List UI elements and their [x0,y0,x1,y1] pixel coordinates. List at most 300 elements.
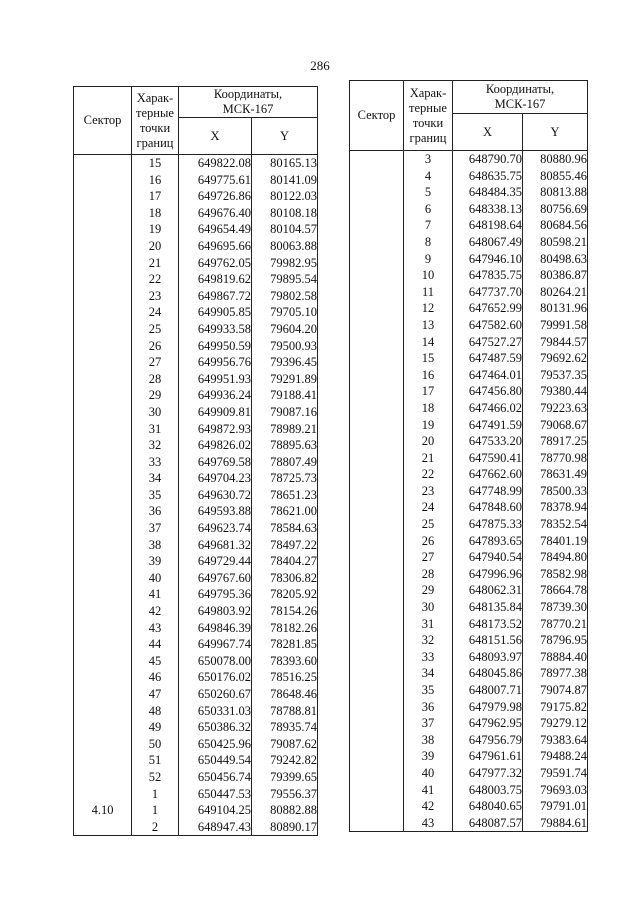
y-coordinate-cell: 80264.21 [523,284,588,301]
x-coordinate-cell: 647961.61 [453,748,523,765]
sector-cell [74,221,132,238]
x-coordinate-cell: 647848.60 [453,499,523,516]
point-number-cell: 39 [132,553,179,570]
x-coordinate-cell: 647977.32 [453,765,523,782]
y-coordinate-cell: 79844.57 [523,334,588,351]
x-coordinate-cell: 647962.95 [453,715,523,732]
x-coordinate-cell: 647533.20 [453,433,523,450]
sector-cell [74,603,132,620]
x-coordinate-cell: 648338.13 [453,201,523,218]
y-coordinate-cell: 79537.35 [523,367,588,384]
table-row [74,819,318,836]
table-row [350,300,588,317]
table-row [350,732,588,749]
point-number-cell: 10 [404,267,453,284]
y-coordinate-cell: 79802.58 [252,288,318,305]
x-coordinate-cell: 647996.96 [453,566,523,583]
point-number-cell: 45 [132,653,179,670]
sector-cell [350,417,404,434]
sector-cell [74,404,132,421]
sector-cell [74,354,132,371]
point-number-cell: 28 [404,566,453,583]
point-number-cell: 15 [404,350,453,367]
x-coordinate-cell: 647893.65 [453,533,523,550]
table-row [74,786,318,803]
point-number-cell: 42 [132,603,179,620]
y-header: Y [523,114,588,151]
x-coordinate-cell: 650425.96 [179,736,252,753]
table-row [350,267,588,284]
x-coordinate-cell: 647590.41 [453,450,523,467]
sector-cell [350,533,404,550]
y-coordinate-cell: 80386.87 [523,267,588,284]
point-number-cell: 31 [132,421,179,438]
x-coordinate-cell: 647940.54 [453,549,523,566]
table-row [74,653,318,670]
y-coordinate-cell: 79556.37 [252,786,318,803]
point-number-cell: 24 [132,304,179,321]
sector-cell [350,765,404,782]
table-row [74,271,318,288]
table-row [350,450,588,467]
sector-cell [350,466,404,483]
point-number-cell: 17 [404,383,453,400]
y-coordinate-cell: 78796.95 [523,632,588,649]
sector-cell [350,317,404,334]
table-row [350,367,588,384]
y-coordinate-cell: 79895.54 [252,271,318,288]
point-number-cell: 19 [132,221,179,238]
point-number-cell: 34 [404,665,453,682]
y-coordinate-cell: 79604.20 [252,321,318,338]
table-row [350,251,588,268]
y-coordinate-cell: 78497.22 [252,537,318,554]
y-coordinate-cell: 79692.62 [523,350,588,367]
table-row [350,699,588,716]
sector-cell [350,499,404,516]
x-coordinate-cell: 647487.59 [453,350,523,367]
y-coordinate-cell: 79705.10 [252,304,318,321]
sector-cell [74,271,132,288]
table-row [350,682,588,699]
point-number-cell: 22 [404,466,453,483]
y-coordinate-cell: 79791.01 [523,798,588,815]
point-number-cell: 26 [132,338,179,355]
point-number-cell: 20 [404,433,453,450]
y-coordinate-cell: 79500.93 [252,338,318,355]
sector-cell [350,798,404,815]
y-coordinate-cell: 80141.09 [252,172,318,189]
y-coordinate-cell: 79074.87 [523,682,588,699]
sector-cell [74,570,132,587]
sector-cell [350,665,404,682]
y-coordinate-cell: 78977.38 [523,665,588,682]
table-row [350,533,588,550]
table-row [74,205,318,222]
y-coordinate-cell: 79380.44 [523,383,588,400]
point-number-cell: 27 [404,549,453,566]
sector-cell [74,736,132,753]
table-row [74,503,318,520]
point-number-cell: 35 [132,487,179,504]
point-number-cell: 42 [404,798,453,815]
table-row [350,400,588,417]
point-number-cell: 37 [404,715,453,732]
y-coordinate-cell: 80855.46 [523,168,588,185]
table-row [74,603,318,620]
y-coordinate-cell: 78917.25 [523,433,588,450]
x-coordinate-cell: 650447.53 [179,786,252,803]
table-row [350,234,588,251]
sector-cell [350,251,404,268]
x-coordinate-cell: 647946.10 [453,251,523,268]
y-coordinate-cell: 78631.49 [523,466,588,483]
y-coordinate-cell: 78378.94 [523,499,588,516]
sector-cell [74,503,132,520]
y-coordinate-cell: 78895.63 [252,437,318,454]
point-number-cell: 3 [404,151,453,168]
sector-cell [350,267,404,284]
y-coordinate-cell: 79591.74 [523,765,588,782]
coordinates-header: Координаты, МСК-167 [179,87,318,118]
table-row [350,317,588,334]
x-coordinate-cell: 649956.76 [179,354,252,371]
boundary-points-header: Харак- терные точки границ [404,81,453,151]
table-row [350,417,588,434]
x-coordinate-cell: 649676.40 [179,205,252,222]
x-coordinate-cell: 648198.64 [453,217,523,234]
x-coordinate-cell: 649767.60 [179,570,252,587]
table-row [74,669,318,686]
x-coordinate-cell: 649967.74 [179,636,252,653]
point-number-cell: 43 [132,620,179,637]
point-number-cell: 32 [404,632,453,649]
table-row [74,802,318,819]
table-row [350,383,588,400]
table-row [350,499,588,516]
point-number-cell: 11 [404,284,453,301]
sector-cell [74,669,132,686]
point-number-cell: 12 [404,300,453,317]
y-coordinate-cell: 78725.73 [252,470,318,487]
x-coordinate-cell: 648790.70 [453,151,523,168]
coordinates-table-left [73,86,318,836]
point-number-cell: 6 [404,201,453,218]
table-row [74,255,318,272]
y-coordinate-cell: 80882.88 [252,802,318,819]
sector-cell [350,284,404,301]
x-coordinate-cell: 647956.79 [453,732,523,749]
table-row [74,404,318,421]
point-number-cell: 37 [132,520,179,537]
sector-cell [74,338,132,355]
y-coordinate-cell: 78584.63 [252,520,318,537]
table-row [74,520,318,537]
table-row [350,217,588,234]
point-number-cell: 22 [132,271,179,288]
x-coordinate-cell: 647979.98 [453,699,523,716]
y-coordinate-cell: 79223.63 [523,400,588,417]
table-body-right [350,151,588,832]
sector-cell [74,819,132,836]
table-row [74,155,318,172]
x-coordinate-cell: 648067.49 [453,234,523,251]
point-number-cell: 33 [404,649,453,666]
y-coordinate-cell: 78582.98 [523,566,588,583]
table-row [350,566,588,583]
point-number-cell: 41 [132,586,179,603]
x-coordinate-cell: 647835.75 [453,267,523,284]
point-number-cell: 26 [404,533,453,550]
table-row [74,188,318,205]
table-row [350,798,588,815]
x-coordinate-cell: 649769.58 [179,454,252,471]
point-number-cell: 48 [132,703,179,720]
x-coordinate-cell: 649630.72 [179,487,252,504]
point-number-cell: 52 [132,769,179,786]
sector-cell [74,636,132,653]
x-coordinate-cell: 648045.86 [453,665,523,682]
y-coordinate-cell: 79488.24 [523,748,588,765]
point-number-cell: 27 [132,354,179,371]
sector-cell [74,786,132,803]
coordinates-table-right [349,80,588,832]
y-coordinate-cell: 78281.85 [252,636,318,653]
x-coordinate-cell: 647652.99 [453,300,523,317]
table-row [74,769,318,786]
x-coordinate-cell: 649795.36 [179,586,252,603]
y-coordinate-cell: 79383.64 [523,732,588,749]
sector-cell [350,599,404,616]
point-number-cell: 41 [404,782,453,799]
y-coordinate-cell: 78884.40 [523,649,588,666]
sector-cell [350,549,404,566]
y-coordinate-cell: 78154.26 [252,603,318,620]
table-row [74,553,318,570]
sector-cell [74,769,132,786]
table-row [350,483,588,500]
x-coordinate-cell: 649775.61 [179,172,252,189]
table-row [74,321,318,338]
point-number-cell: 32 [132,437,179,454]
point-number-cell: 18 [404,400,453,417]
y-coordinate-cell: 79693.03 [523,782,588,799]
table-row [350,582,588,599]
y-coordinate-cell: 79188.41 [252,387,318,404]
x-coordinate-cell: 649867.72 [179,288,252,305]
sector-cell [74,703,132,720]
x-coordinate-cell: 649872.93 [179,421,252,438]
table-row [74,537,318,554]
x-coordinate-cell: 649822.08 [179,155,252,172]
x-coordinate-cell: 650078.00 [179,653,252,670]
sector-cell [74,387,132,404]
sector-cell [350,433,404,450]
table-row [74,703,318,720]
x-coordinate-cell: 647527.27 [453,334,523,351]
table-row [350,466,588,483]
x-coordinate-cell: 649950.59 [179,338,252,355]
page-number: 286 [310,58,330,73]
y-coordinate-cell: 80880.96 [523,151,588,168]
table-row [74,586,318,603]
x-coordinate-cell: 648135.84 [453,599,523,616]
y-coordinate-cell: 78989.21 [252,421,318,438]
sector-cell [350,616,404,633]
sector-cell [350,782,404,799]
x-coordinate-cell: 647875.33 [453,516,523,533]
table-row [350,168,588,185]
x-coordinate-cell: 649695.66 [179,238,252,255]
x-coordinate-cell: 648062.31 [453,582,523,599]
table-row [74,454,318,471]
table-row [350,184,588,201]
x-coordinate-cell: 649104.25 [179,802,252,819]
sector-cell [350,732,404,749]
table-row [74,221,318,238]
table-body-left [74,155,318,836]
y-coordinate-cell: 79399.65 [252,769,318,786]
x-coordinate-cell: 648093.97 [453,649,523,666]
table-row [350,350,588,367]
table-row [350,649,588,666]
point-number-cell: 49 [132,719,179,736]
y-coordinate-cell: 79982.95 [252,255,318,272]
table-row [74,304,318,321]
y-coordinate-cell: 80684.56 [523,217,588,234]
x-coordinate-cell: 647491.59 [453,417,523,434]
table-row [350,334,588,351]
point-number-cell: 8 [404,234,453,251]
point-number-cell: 5 [404,184,453,201]
y-coordinate-cell: 78621.00 [252,503,318,520]
table-row [74,421,318,438]
x-coordinate-cell: 648087.57 [453,815,523,832]
y-coordinate-cell: 79279.12 [523,715,588,732]
sector-cell [350,748,404,765]
point-number-cell: 23 [404,483,453,500]
point-number-cell: 24 [404,499,453,516]
point-number-cell: 40 [132,570,179,587]
sector-cell [74,719,132,736]
sector-cell [74,304,132,321]
y-coordinate-cell: 80104.57 [252,221,318,238]
sector-cell [350,682,404,699]
sector-cell [74,205,132,222]
sector-cell [74,686,132,703]
y-coordinate-cell: 78788.81 [252,703,318,720]
point-number-cell: 19 [404,417,453,434]
sector-cell [350,516,404,533]
y-coordinate-cell: 80122.03 [252,188,318,205]
point-number-cell: 16 [404,367,453,384]
y-coordinate-cell: 78393.60 [252,653,318,670]
table-row [350,201,588,218]
point-number-cell: 25 [404,516,453,533]
table-row [74,238,318,255]
coordinates-header: Координаты, МСК-167 [453,81,588,114]
y-coordinate-cell: 80108.18 [252,205,318,222]
point-number-cell: 43 [404,815,453,832]
point-number-cell: 38 [404,732,453,749]
table-row [74,719,318,736]
table-row [74,686,318,703]
point-number-cell: 51 [132,752,179,769]
x-coordinate-cell: 648040.65 [453,798,523,815]
point-number-cell: 15 [132,155,179,172]
sector-cell [74,454,132,471]
point-number-cell: 13 [404,317,453,334]
sector-cell [74,238,132,255]
y-coordinate-cell: 78770.21 [523,616,588,633]
sector-cell [350,566,404,583]
table-row [350,782,588,799]
sector-cell [74,255,132,272]
x-header: X [179,118,252,155]
point-number-cell: 25 [132,321,179,338]
boundary-points-header: Харак- терные точки границ [132,87,179,155]
table-row [74,752,318,769]
x-coordinate-cell: 649826.02 [179,437,252,454]
y-coordinate-cell: 80813.88 [523,184,588,201]
point-number-cell: 30 [404,599,453,616]
x-coordinate-cell: 649905.85 [179,304,252,321]
y-coordinate-cell: 78500.33 [523,483,588,500]
x-coordinate-cell: 647748.99 [453,483,523,500]
sector-cell [74,172,132,189]
sector-cell [350,483,404,500]
y-coordinate-cell: 79087.62 [252,736,318,753]
sector-cell [350,649,404,666]
point-number-cell: 36 [404,699,453,716]
table-row [350,748,588,765]
table-row [74,172,318,189]
point-number-cell: 21 [132,255,179,272]
x-coordinate-cell: 649936.24 [179,387,252,404]
sector-cell [74,155,132,172]
point-number-cell: 50 [132,736,179,753]
sector-cell [350,582,404,599]
sector-cell [74,653,132,670]
table-row [350,433,588,450]
table-row [74,371,318,388]
sector-cell [74,371,132,388]
sector-cell [350,168,404,185]
y-coordinate-cell: 79175.82 [523,699,588,716]
sector-cell [74,288,132,305]
sector-cell [350,334,404,351]
table-row [350,599,588,616]
point-number-cell: 17 [132,188,179,205]
y-coordinate-cell: 79087.16 [252,404,318,421]
x-coordinate-cell: 648173.52 [453,616,523,633]
sector-cell [350,217,404,234]
point-number-cell: 40 [404,765,453,782]
y-coordinate-cell: 79396.45 [252,354,318,371]
sector-cell [74,188,132,205]
table-row [74,387,318,404]
x-coordinate-cell: 650386.32 [179,719,252,736]
sector-cell [350,151,404,168]
point-number-cell: 1 [132,802,179,819]
table-row [350,151,588,168]
y-coordinate-cell: 80890.17 [252,819,318,836]
x-coordinate-cell: 648635.75 [453,168,523,185]
x-coordinate-cell: 648151.56 [453,632,523,649]
point-number-cell: 1 [132,786,179,803]
sector-cell: 4.10 [74,802,132,819]
sector-cell [350,350,404,367]
